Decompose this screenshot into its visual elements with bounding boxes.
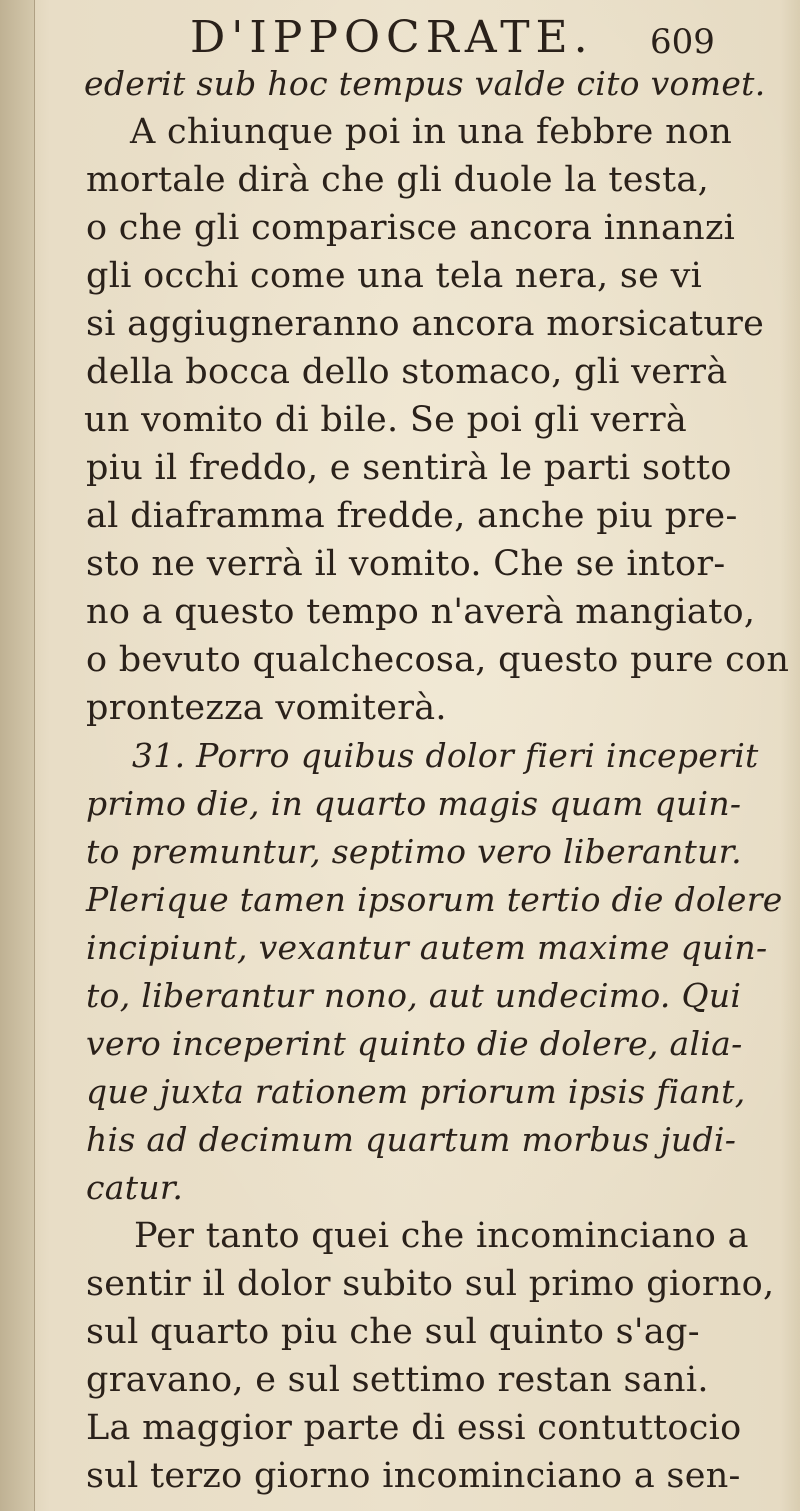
- text-line: his ad decimum quartum morbus judi-: [86, 1120, 737, 1159]
- text-line: al diaframma fredde, anche piu pre-: [86, 496, 738, 536]
- text-line: La maggior parte di essi contuttocio: [86, 1408, 742, 1448]
- text-line: sentir il dolor subito sul primo giorno,: [86, 1264, 775, 1304]
- text-line: o bevuto qualchecosa, questo pure con: [86, 640, 790, 680]
- text-line: si aggiugneranno ancora morsicature: [86, 304, 765, 344]
- text-line: sto ne verrà il vomito. Che se intor-: [86, 544, 726, 584]
- running-title: D'IPPOCRATE.: [190, 12, 594, 63]
- text-line: Plerique tamen ipsorum tertio die dolere: [86, 880, 783, 919]
- text-line: A chiunque poi in una febbre non: [130, 112, 733, 152]
- text-line: ederit sub hoc tempus valde cito vomet.: [84, 64, 766, 103]
- text-line: mortale dirà che gli duole la testa,: [86, 160, 710, 200]
- text-line: sul quarto piu che sul quinto s'ag-: [86, 1312, 700, 1352]
- text-line: vero inceperint quinto die dolere, alia-: [86, 1024, 743, 1063]
- text-line: gravano, e sul settimo restan sani.: [86, 1360, 709, 1400]
- text-line: que juxta rationem priorum ipsis fiant,: [86, 1072, 746, 1111]
- text-line: gli occhi come una tela nera, se vi: [86, 256, 703, 296]
- text-line: un vomito di bile. Se poi gli verrà: [84, 400, 688, 440]
- text-line: sul terzo giorno incominciano a sen-: [86, 1456, 741, 1496]
- text-line: to premuntur, septimo vero liberantur.: [86, 832, 742, 871]
- text-line: piu il freddo, e sentirà le parti sotto: [86, 448, 732, 488]
- page-gutter: [0, 0, 35, 1511]
- text-line: to, liberantur nono, aut undecimo. Qui: [86, 976, 742, 1015]
- running-head: [0, 10, 800, 66]
- text-line: incipiunt, vexantur autem maxime quin-: [86, 928, 768, 967]
- text-line: della bocca dello stomaco, gli verrà: [86, 352, 728, 392]
- text-line: o che gli comparisce ancora innanzi: [86, 208, 736, 248]
- text-line: 31. Porro quibus dolor fieri inceperit: [132, 736, 759, 775]
- text-line: catur.: [86, 1168, 184, 1207]
- text-line: Per tanto quei che incominciano a: [134, 1216, 749, 1256]
- page-number: 609: [650, 22, 715, 62]
- text-line: prontezza vomiterà.: [86, 688, 447, 728]
- text-line: primo die, in quarto magis quam quin-: [86, 784, 742, 823]
- text-line: no a questo tempo n'averà mangiato,: [86, 592, 756, 632]
